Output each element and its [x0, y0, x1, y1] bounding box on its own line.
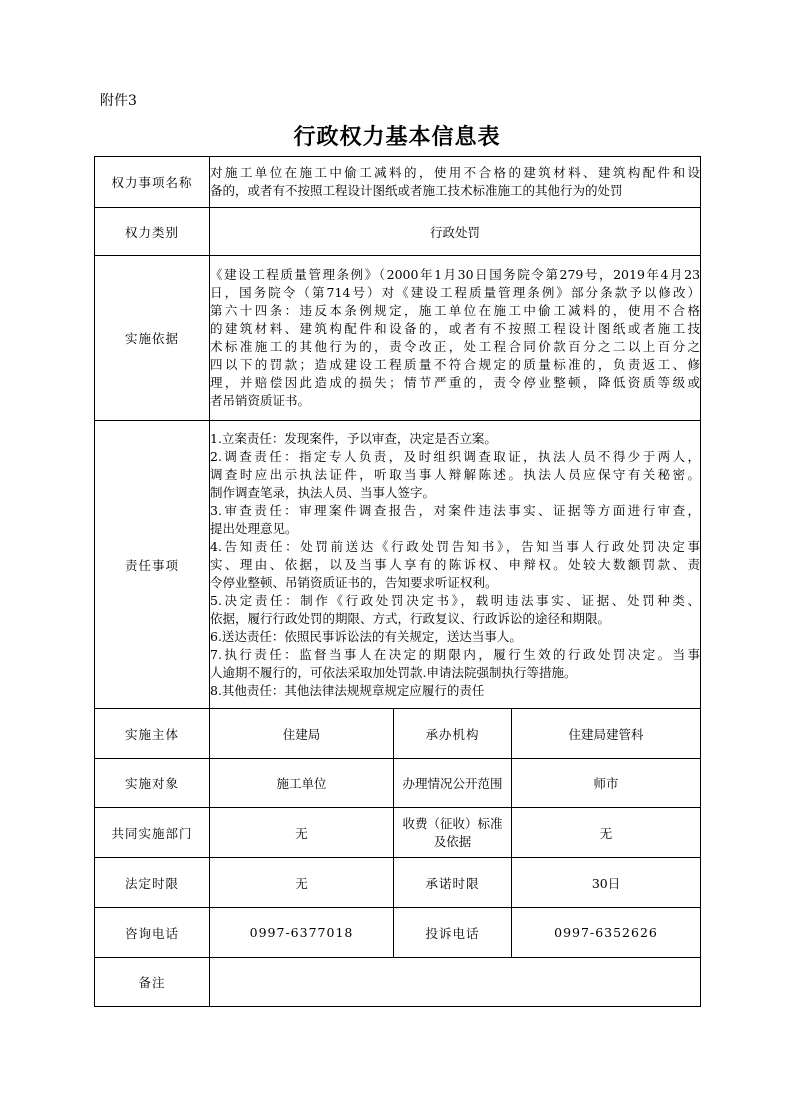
- implementing-object-label: 实施对象: [95, 759, 210, 808]
- page-title: 行政权力基本信息表: [293, 124, 501, 150]
- info-table: [94, 156, 701, 1007]
- row-responsibilities: [95, 421, 701, 709]
- row-implementing-object: [95, 759, 701, 808]
- remarks-value: [210, 958, 701, 1007]
- joint-departments-value: 无: [210, 808, 394, 858]
- statutory-time-limit-value: 无: [210, 858, 394, 908]
- remarks-label: 备注: [95, 958, 210, 1007]
- power-name-value: 对施工单位在施工中偷工减料的，使用不合格的建筑材料、建筑构配件和设 备的，或者有不按照工程设计图纸或者施工技术标准施工的其他行为的处罚: [210, 157, 701, 208]
- promised-time-limit-value: 30日: [512, 858, 701, 908]
- handling-agency-value: 住建局建管科: [512, 709, 701, 759]
- statutory-time-limit-label: 法定时限: [95, 858, 210, 908]
- row-power-category: [95, 208, 701, 256]
- row-implementing-subject: [95, 709, 701, 759]
- disclosure-scope-label: 办理情况公开范围: [394, 759, 512, 808]
- power-category-label: 权力类别: [95, 208, 210, 256]
- row-time-limit: [95, 858, 701, 908]
- consult-phone-value: 0997-6377018: [210, 908, 394, 958]
- implementing-subject-label: 实施主体: [95, 709, 210, 759]
- implementing-subject-value: 住建局: [210, 709, 394, 759]
- row-implementation-basis: [95, 256, 701, 421]
- responsibilities-value: 1.立案责任：发现案件，予以审查，决定是否立案。 2.调查责任：指定专人负责，及时组织调查取证，执法人员不得少于两人， 调查时应出示执法证件，听取当事人辩解陈述。执法人员应保守有关秘密。 制作调查笔录，执法人员、当事人签字。 3.审查责任：审理案件调查报告，对案件违法事实、证据等方面进行审查， 提出处理意见。 4.告知责任：处罚前送达《行政处罚告知书》，告知当事人行政处罚决定事 实、理由、依据，以及当事人享有的陈诉权、申辩权。处较大数额罚款、责 令停业整顿、吊销资质证书的，告知要求听证权利。 5.决定责任：制作《行政处罚决定书》，载明违法事实、证据、处罚种类、 依据，履行行政处罚的期限、方式，行政复议、行政诉讼的途径和期限。 6.送达责任：依照民事诉讼法的有关规定，送达当事人。 7.执行责任：监督当事人在决定的期限内，履行生效的行政处罚决定。当事 人逾期不履行的，可依法采取加处罚款.申请法院强制执行等措施。 8.其他责任：其他法律法规规章规定应履行的责任: [210, 421, 701, 709]
- implementing-object-value: 施工单位: [210, 759, 394, 808]
- joint-departments-label: 共同实施部门: [95, 808, 210, 858]
- handling-agency-label: 承办机构: [394, 709, 512, 759]
- promised-time-limit-label: 承诺时限: [394, 858, 512, 908]
- row-joint-departments: [95, 808, 701, 858]
- row-phones: [95, 908, 701, 958]
- fee-standard-label: 收费（征收）标准 及依据: [394, 808, 512, 858]
- implementation-basis-label: 实施依据: [95, 256, 210, 421]
- complaint-phone-label: 投诉电话: [394, 908, 512, 958]
- row-power-name: [95, 157, 701, 208]
- power-name-label: 权力事项名称: [95, 157, 210, 208]
- fee-standard-value: 无: [512, 808, 701, 858]
- power-category-value: 行政处罚: [210, 208, 701, 256]
- disclosure-scope-value: 师市: [512, 759, 701, 808]
- consult-phone-label: 咨询电话: [95, 908, 210, 958]
- attachment-label: 附件3: [100, 93, 137, 109]
- implementation-basis-value: 《建设工程质量管理条例》（2000年1月30日国务院令第279号，2019年4月23 日，国务院令（第714号）对《建设工程质量管理条例》部分条款予以修改） 第六十四条：违反本条例规定，施工单位在施工中偷工减料的，使用不合格 的建筑材料、建筑构配件和设备的，或者有不按照工程设计图纸或者施工技 术标准施工的其他行为的，责令改正，处工程合同价款百分之二以上百分之 四以下的罚款；造成建设工程质量不符合规定的质量标准的，负责返工、修 理，并赔偿因此造成的损失；情节严重的，责令停业整顿，降低资质等级或 者吊销资质证书。: [210, 256, 701, 421]
- responsibilities-label: 责任事项: [95, 421, 210, 709]
- complaint-phone-value: 0997-6352626: [512, 908, 701, 958]
- row-remarks: [95, 958, 701, 1007]
